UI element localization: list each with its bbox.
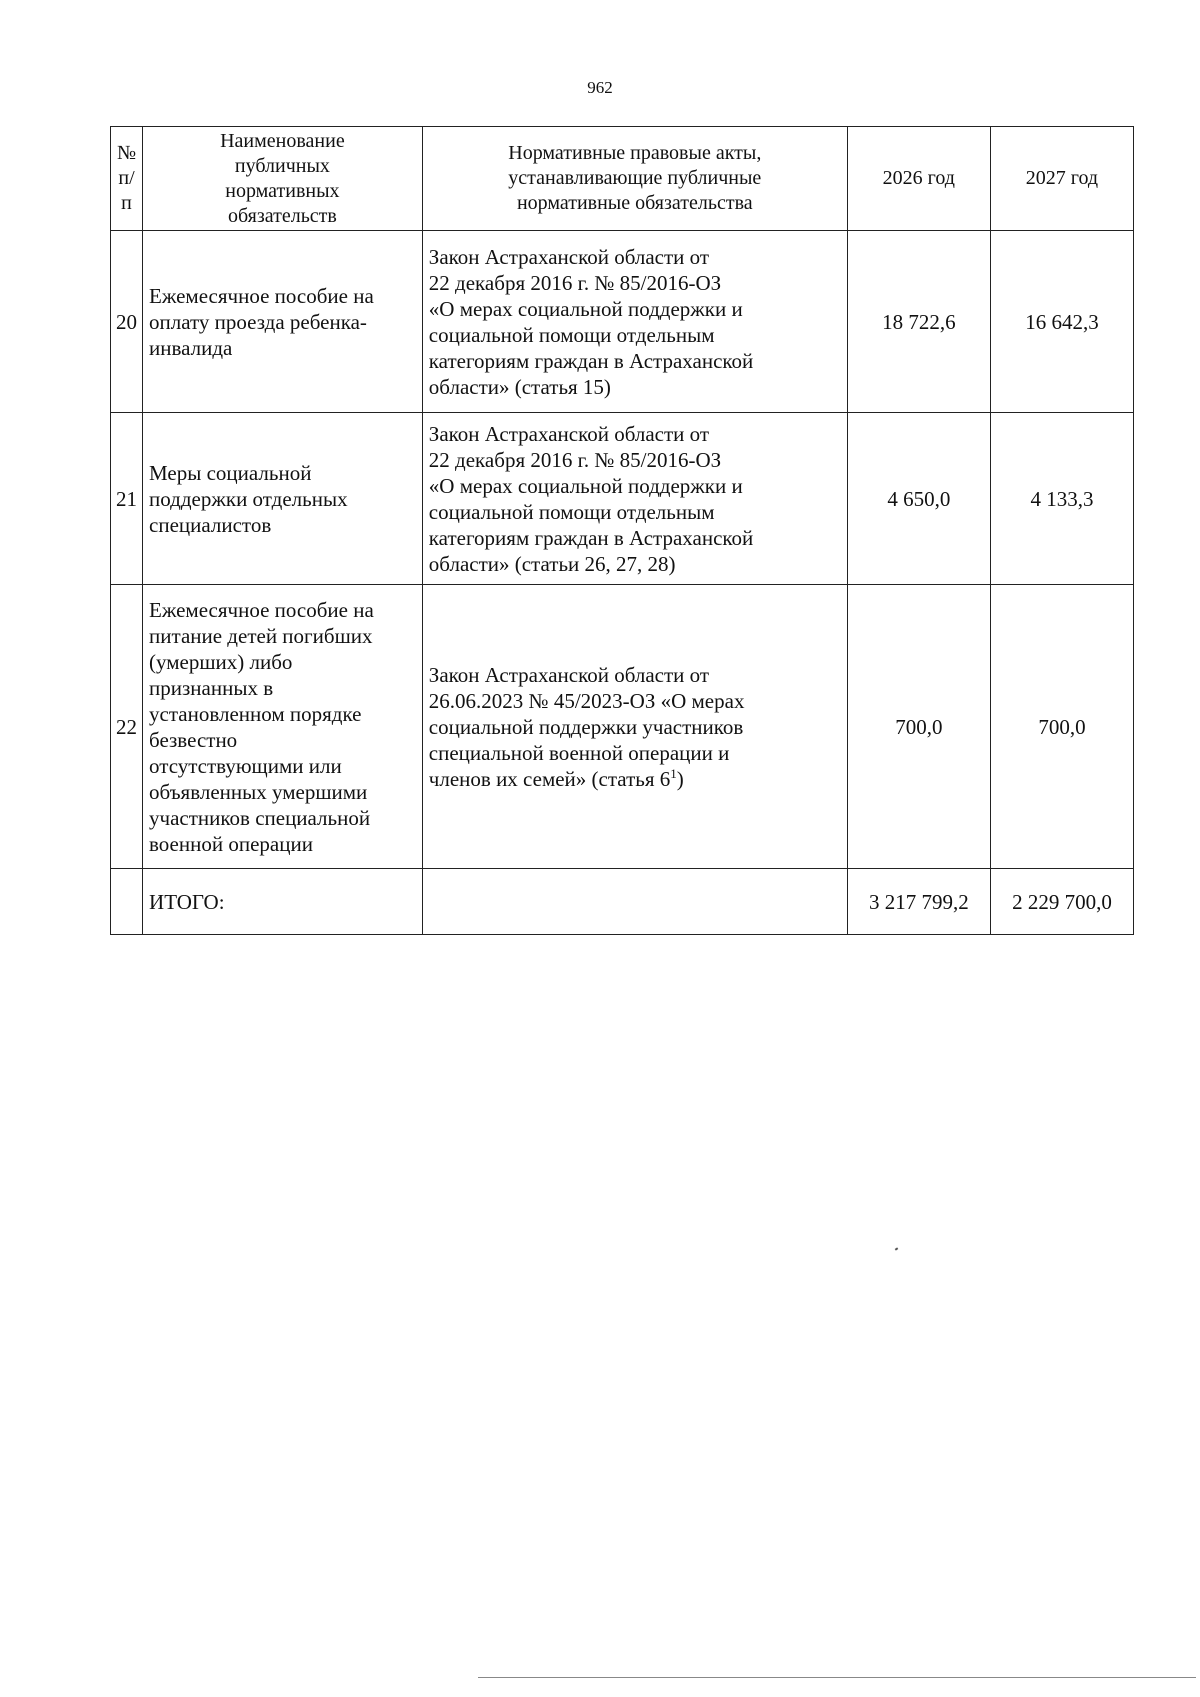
obligations-table (110, 126, 1134, 935)
table-row (111, 585, 1134, 869)
total-acts-cell (422, 869, 847, 935)
legal-act: Закон Астраханской области от 26.06.2023 № 45/2023-ОЗ «О мерах социальной поддержки участников специальной военной операции и членов их семей» (статья $6^1$) (422, 585, 847, 869)
total-2027: 2 229 700,0 (990, 869, 1133, 935)
total-number-cell (111, 869, 143, 935)
legal-act: Закон Астраханской области от 22 декабря 2016 г. № 85/2016-ОЗ «О мерах социальной поддержки и социальной помощи отдельным категориям граждан в Астраханской области» (статья 15) (422, 231, 847, 413)
obligation-name: Ежемесячное пособие на оплату проезда ребенка- инвалида (143, 231, 423, 413)
total-row (111, 869, 1134, 935)
row-number: 21 (111, 413, 143, 585)
header-year-2027: 2027 год (990, 127, 1133, 231)
value-2027: 16 642,3 (990, 231, 1133, 413)
value-2027: 700,0 (990, 585, 1133, 869)
legal-act: Закон Астраханской области от 22 декабря 2016 г. № 85/2016-ОЗ «О мерах социальной поддержки и социальной помощи отдельным категориям граждан в Астраханской области» (статьи 26, 27, 28) (422, 413, 847, 585)
header-name: Наименование публичных нормативных обязательств (143, 127, 423, 231)
header-year-2026: 2026 год (847, 127, 990, 231)
article-superscript: 1 (670, 765, 677, 781)
obligation-name: Ежемесячное пособие на питание детей погибших (умерших) либо признанных в установленном порядке безвестно отсутствующими или объявленных умершими участников специальной военной операции (143, 585, 423, 869)
total-label: ИТОГО: (143, 869, 423, 935)
row-number: 20 (111, 231, 143, 413)
table-row (111, 231, 1134, 413)
value-2026: 4 650,0 (847, 413, 990, 585)
footer-rule (478, 1677, 1196, 1678)
table-row (111, 413, 1134, 585)
value-2026: 700,0 (847, 585, 990, 869)
total-2026: 3 217 799,2 (847, 869, 990, 935)
header-number: № п/ п (111, 127, 143, 231)
scan-speck (895, 1247, 899, 1250)
header-acts: Нормативные правовые акты, устанавливающие публичные нормативные обязательства (422, 127, 847, 231)
row-number: 22 (111, 585, 143, 869)
page-number: 962 (587, 78, 613, 97)
obligation-name: Меры социальной поддержки отдельных специалистов (143, 413, 423, 585)
value-2026: 18 722,6 (847, 231, 990, 413)
value-2027: 4 133,3 (990, 413, 1133, 585)
table-header-row (111, 127, 1134, 231)
